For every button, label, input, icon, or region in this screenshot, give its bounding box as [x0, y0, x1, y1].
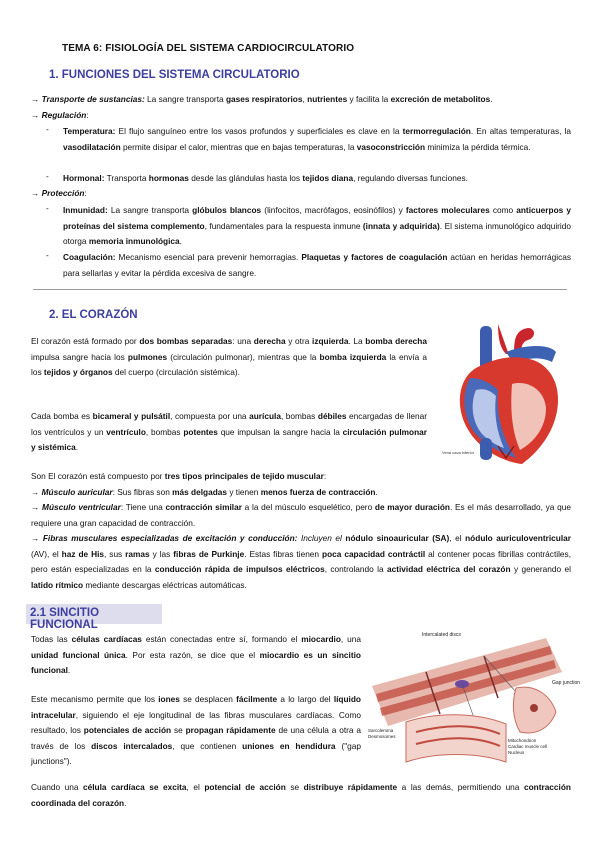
- item-temperatura: Temperatura: El flujo sanguíneo entre los vasos profundos y superficiales es clave en la termorregulación. En altas temperaturas, la vasodilatación permite disipar el calor, mientras que en bajas temperaturas, la vasoconstricción minimiza la pérdida térmica.: [63, 126, 571, 152]
- heart-diagram: [440, 318, 572, 466]
- label-mitochondrion: Mitochondrion: [508, 738, 537, 743]
- heart-paragraph-2: Cada bomba es bicameral y pulsátil, compuesta por una aurícula, bombas débiles encargadas de llenar los ventrículos y un ventrículo, bombas potentes que impulsan la sangre hacia la circulación pulmonar y sistémica.: [31, 411, 428, 453]
- sincitio-paragraph-1: Todas las células cardíacas están conectadas entre sí, formando el miocardio, una unidad funcional única. Por esta razón, se dice que el miocardio es un sincitio funcional.: [31, 634, 361, 676]
- heart-paragraph-1: El corazón está formado por dos bombas separadas: una derecha y otra izquierda. La bomba derecha impulsa sangre hacia los pulmones (circulación pulmonar), mientras que la bomba izquierda la envía a los tejidos y órganos del cuerpo (circulación sistémica).: [31, 336, 428, 378]
- inferior-vena-cava-shape: [480, 438, 492, 460]
- sincitio-paragraph-2: Este mecanismo permite que los iones se desplacen fácilmente a lo largo del líquido intracelular, siguiendo el eje longitudinal de las fibras musculares cardíacas. Como resultado, los potenciales de acción se propagan rápidamente de una célula a otra a través de los discos intercalados, que contienen uniones en hendidura ("gap junctions").: [31, 694, 362, 767]
- dash-coagulacion: -: [46, 250, 49, 260]
- dash-inmunidad: -: [46, 203, 49, 213]
- gap-junction-pore: [530, 704, 538, 712]
- section1-title: 1. FUNCIONES DEL SISTEMA CIRCULATORIO: [49, 69, 300, 81]
- item-inmunidad: Inmunidad: La sangre transporta glóbulos blancos (linfocitos, macrófagos, eosinófilos) y factores moleculares como anticuerpos y proteínas del sistema complemento, fundamentales para la respuesta inmune (innata y adquirida). El sistema inmunológico adquirido otorga memoria inmunológica.: [63, 205, 572, 247]
- section-divider: [33, 289, 567, 290]
- label-desmosomes: Desmosomes: [368, 734, 396, 739]
- section2-title: 2. EL CORAZÓN: [49, 309, 138, 321]
- label-nucleus: Nucleus: [508, 750, 525, 755]
- item-coagulacion: Coagulación: Mecanismo esencial para prevenir hemorragias. Plaquetas y factores de coagulación actúan en heridas hemorrágicas para sellarlas y evitar la pérdida excesiva de sangre.: [63, 252, 571, 278]
- doc-title: TEMA 6: FISIOLOGÍA DEL SISTEMA CARDIOCIRCULATORIO: [62, 43, 355, 54]
- item-regulacion: → Regulación:: [31, 110, 89, 120]
- sincitio-paragraph-3: Cuando una célula cardíaca se excita, el potencial de acción se distribuye rápidamente a las demás, permitiendo una contracción coordinada del corazón.: [31, 782, 571, 808]
- dash-hormonal: -: [46, 171, 49, 181]
- heart-paragraph-3: Son El corazón está compuesto por tres tipos principales de tejido muscular:: [31, 471, 327, 481]
- dash-temperatura: -: [46, 124, 49, 134]
- item-fibras-especializadas: → Fibras musculares especializadas de excitación y conducción: Incluyen el nódulo sinoauricular (SA), el nódulo auriculoventricular (AV), el haz de His, sus ramas y las fibras de Purkinje. Estas fibras tienen poca capacidad contráctil al contener pocas fibrillas contráctiles, pero están especializadas en la conducción rápida de impulsos eléctricos, controlando la actividad eléctrica del corazón y generando el latido rítmico mediante descargas eléctricas automáticas.: [31, 533, 571, 590]
- section21-title: 2.1 SINCITIO FUNCIONAL: [30, 607, 100, 631]
- cardiac-muscle-diagram: [366, 628, 581, 766]
- item-musculo-auricular: → Músculo auricular: Sus fibras son más delgadas y tienen menos fuerza de contracción.: [31, 487, 378, 497]
- heart-label-ivc: Vena cava inferior: [442, 450, 475, 455]
- label-gap-junction: Gap junction: [552, 680, 581, 686]
- item-transporte: → Transporte de sustancias: La sangre transporta gases respiratorios, nutrientes y facilita la excreción de metabolitos.: [31, 94, 493, 104]
- item-hormonal: Hormonal: Transporta hormonas desde las glándulas hasta los tejidos diana, regulando diversas funciones.: [63, 173, 468, 183]
- section21-title-band: [26, 604, 162, 631]
- item-proteccion: → Protección:: [31, 188, 87, 198]
- label-sarcolemma: Sarcolemma: [368, 728, 394, 733]
- item-musculo-ventricular: → Músculo ventricular: Tiene una contracción similar a la del músculo esquelético, pero de mayor duración. Es el más desarrollado, ya que requiere una gran capacidad de contracción.: [31, 502, 571, 528]
- label-intercalated-discs: Intercalated discs: [422, 632, 461, 638]
- label-cardiac-muscle-cell: Cardiac muscle cell: [508, 744, 548, 749]
